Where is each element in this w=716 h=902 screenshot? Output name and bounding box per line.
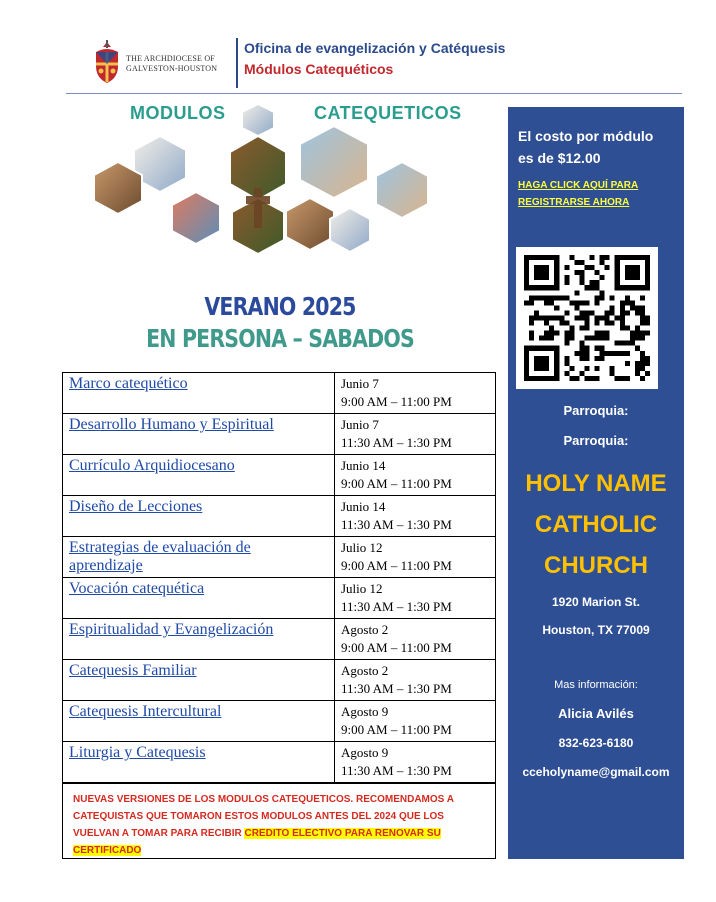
module-schedule-cell <box>335 414 496 455</box>
module-time: 11:30 AM – 1:30 PM <box>341 517 452 532</box>
parish-label-1: Parroquia: <box>563 403 629 418</box>
module-row <box>63 742 496 783</box>
module-time: 9:00 AM – 11:00 PM <box>341 558 452 573</box>
module-time: 9:00 AM – 11:00 PM <box>341 394 452 409</box>
module-time: 9:00 AM – 11:00 PM <box>341 722 452 737</box>
logo-line-1: THE ARCHDIOCESE OF <box>126 54 215 63</box>
parish-label-2: Parroquia: <box>563 433 629 448</box>
module-date: Junio 14 <box>341 458 386 473</box>
note-text: NUEVAS VERSIONES DE LOS MODULOS CATEQUETICOS. RECOMENDAMOS A CATEQUISTAS QUE TOMARON ESTOS MODULOS ANTES DEL 2024 QUE LOS VUELVAN A TOMAR PARA RECIBIR <box>73 794 454 839</box>
address-city: Houston, TX 77009 <box>542 623 650 637</box>
cost-line-1: El costo por módulo <box>518 128 654 144</box>
module-name-cell <box>63 455 335 496</box>
module-date: Agosto 9 <box>341 745 389 760</box>
module-date: Junio 7 <box>341 376 379 391</box>
module-link[interactable]: Catequesis Intercultural <box>69 703 222 720</box>
register-line-1: HAGA CLICK AQUÍ PARA <box>518 180 639 191</box>
header-divider <box>236 38 238 88</box>
season-title: VERANO 2025 <box>204 292 356 321</box>
module-time: 11:30 AM – 1:30 PM <box>341 599 452 614</box>
qr-code-icon <box>524 255 650 381</box>
address-street: 1920 Marion St. <box>551 595 641 609</box>
contact-name: Alicia Avilés <box>558 706 634 721</box>
register-line-2: REGISTRARSE AHORA <box>518 197 630 208</box>
module-row <box>63 496 496 537</box>
module-link[interactable]: Diseño de Lecciones <box>69 498 203 515</box>
qr-code[interactable] <box>516 247 658 389</box>
logo-line-2: GALVESTON-HOUSTON <box>126 64 218 73</box>
module-link[interactable]: Catequesis Familiar <box>69 662 197 679</box>
module-schedule-cell <box>335 455 496 496</box>
hex-photo <box>242 104 274 136</box>
module-link[interactable]: Marco catequético <box>69 375 188 392</box>
module-name-cell <box>63 578 335 619</box>
module-schedule-cell <box>335 742 496 783</box>
module-link[interactable]: Currículo Arquidiocesano <box>69 457 235 474</box>
cost-line-2: es de $12.00 <box>518 150 601 166</box>
archdiocese-logo <box>92 40 232 86</box>
church-line-1: HOLY NAME <box>525 470 667 497</box>
module-row <box>63 578 496 619</box>
hex-photo <box>300 126 368 198</box>
crest-icon <box>92 40 122 84</box>
renewal-note <box>62 783 496 859</box>
more-info-label: Mas información: <box>554 679 638 691</box>
module-name-cell <box>63 537 335 578</box>
church-line-2: CATHOLIC <box>534 511 658 538</box>
contact-email[interactable]: cceholyname@gmail.com <box>522 765 670 779</box>
office-subtitle: Módulos Catequéticos <box>244 61 394 77</box>
module-schedule-cell <box>335 496 496 537</box>
module-name-cell <box>63 414 335 455</box>
module-time: 11:30 AM – 1:30 PM <box>341 763 452 778</box>
hex-photo <box>286 198 334 250</box>
cost-info <box>518 125 653 169</box>
church-name <box>508 463 684 586</box>
hex-photo <box>172 192 220 244</box>
module-schedule-cell <box>335 578 496 619</box>
module-date: Junio 14 <box>341 499 386 514</box>
note-highlight: CREDITO ELECTIVO PARA RENOVAR SU CERTIFICADO <box>73 828 441 856</box>
module-link[interactable]: Vocación catequética <box>69 580 205 597</box>
module-date: Julio 12 <box>341 581 383 596</box>
header-rule <box>66 93 682 94</box>
office-title: Oficina de evangelización y Catéquesis <box>244 40 506 56</box>
module-time: 9:00 AM – 11:00 PM <box>341 476 452 491</box>
module-row <box>63 619 496 660</box>
module-row <box>63 455 496 496</box>
module-row <box>63 414 496 455</box>
module-name-cell <box>63 742 335 783</box>
module-link[interactable]: Desarrollo Humano y Espiritual <box>69 416 274 433</box>
hex-photo <box>376 162 428 218</box>
hex-photo <box>330 208 370 252</box>
module-date: Agosto 2 <box>341 622 389 637</box>
module-name-cell <box>63 496 335 537</box>
register-link[interactable] <box>518 177 638 211</box>
module-date: Agosto 9 <box>341 704 389 719</box>
module-row <box>63 660 496 701</box>
info-sidebar <box>508 107 684 859</box>
module-schedule-cell <box>335 373 496 414</box>
module-name-cell <box>63 373 335 414</box>
module-schedule-cell <box>335 660 496 701</box>
contact-phone: 832-623-6180 <box>558 736 634 750</box>
module-row <box>63 373 496 414</box>
module-link[interactable]: Liturgia y Catequesis <box>69 744 206 761</box>
module-date: Junio 7 <box>341 417 379 432</box>
session-subtitle: EN PERSONA – SABADOS <box>146 324 414 353</box>
module-row <box>63 701 496 742</box>
module-link[interactable]: Espiritualidad y Evangelización <box>69 621 274 638</box>
banner-word-modulos: MODULOS <box>130 103 226 123</box>
modules-table <box>62 372 496 783</box>
module-schedule-cell <box>335 537 496 578</box>
module-name-cell <box>63 660 335 701</box>
module-name-cell <box>63 701 335 742</box>
module-time: 11:30 AM – 1:30 PM <box>341 435 452 450</box>
module-name-cell <box>63 619 335 660</box>
module-date: Agosto 2 <box>341 663 389 678</box>
hexagon-photo-collage <box>88 100 460 260</box>
church-line-3: CHURCH <box>544 552 648 579</box>
module-time: 11:30 AM – 1:30 PM <box>341 681 452 696</box>
module-schedule-cell <box>335 701 496 742</box>
module-time: 9:00 AM – 11:00 PM <box>341 640 452 655</box>
module-date: Julio 12 <box>341 540 383 555</box>
module-schedule-cell <box>335 619 496 660</box>
banner-word-catequeticos: CATEQUETICOS <box>314 103 462 123</box>
module-row <box>63 537 496 578</box>
module-link[interactable]: Estrategias de evaluación de aprendizaje <box>69 539 251 574</box>
